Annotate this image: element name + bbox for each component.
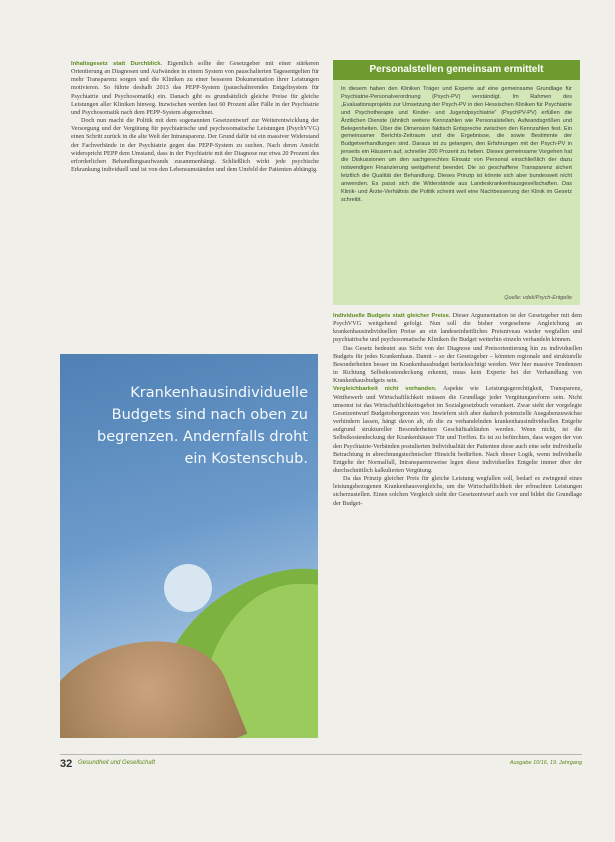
page-number: 32 [60,758,73,770]
left-paragraph-2: Doch nun macht die Politik mit dem sogenannten Gesetzentwurf zur Weiterentwicklung der Versorgung und der Vergütung für psychiatrische und psychosomatische Leistungen (PsychVVG) einen Schritt zurück in die alte Welt der Intransparenz. Der Grund dafür ist ein massiver Widerstand der Fachverbände in der Psychiatrie gegen das PEPP-System zu suchen. Nach deren Ansicht widerspricht PEPP dem Umstand, dass in der Psychiatrie mit der Diagnose nur etwa 20 Prozent des erforderlichen Behandlungsaufwands zusammenhängt. Schließlich wirkt jede psychische Erkrankung individuell und ist von den Lebensumständen und dem Umfeld der Patienten abhängig. [71,117,319,174]
sidebar-box [333,60,580,305]
lead-inhaltsgesetz: Inhaltsgesetz statt Durchblick. [71,61,163,67]
left-paragraph-1-text: Eigentlich sollte der Gesetzgeber mit einer stärkeren Orientierung an Diagnosen und Aufwänden in einem System von pauschalierten Tagesentgelten für mehr Transparenz sorgen und die Kliniken zu einer besseren Dokumentation ihrer Leistungen motivieren. So führte deshalb 2013 das PEPP-System (pauschalierendes Entgeltsystem für Psychiatrie und Psychosomatik) ein. Danach gibt es grundsätzlich gleiche Preise für gleiche Leistungen aller Kliniken hinweg. Inzwischen werden fast 60 Prozent aller Fälle in der Psychiatrie und Psychosomatik nach dem PEPP-System abgerechnet. [71,60,319,116]
right-paragraph-3-text: Aspekte wie Leistungsgerechtigkeit, Transparenz, Wettbewerb und Wirtschaftlichkeit müssen die Grundlage jeder Vergütungsreform sein. Nicht umsonst ist das Wirtschaftlichkeitsgebot im Sozialgesetzbuch verankert. Zwar sieht der vorgelegte Gesetzentwurf Budgetobergrenzen vor. Inwiefern sich aber dadurch potenzielle Ausgabenzuwächse verhindern lassen, hängt davon ab, ob die zu verhandelnden krankenhausindividuellen Entgelte aufgrund struktureller Besonderheiten Geschäftsabläufen werden. Wenn nicht, ist die Selbstkostendeckung der Krankenhäuser Tür und Torffen. Es ist zu befürchten, dass wegen der von den Psychiatrie-Verbänden postulierten Individualität der Patienten diese auch eine sehr individuelle Betrachtung in abrechnungstechnischer Hinsicht bedürften. Nach dieser Logik, wenn individuelle Entgelte der Normalfall, Intransparenzweise legen diese individuelles Entgelte immer über der durchschnittlich kalkulierten Vergütung. [333,385,582,474]
lead-vergleichbarkeit: Vergleichbarkeit nicht vorhanden. [333,386,437,393]
right-text-column [333,312,582,508]
photo-with-quote [60,354,318,738]
right-paragraph-4: Da das Prinzip gleicher Preis für gleiche Leistung wegfallen soll, bedarf es zwingend eines leistungsbezogenen Krankenhausvergleichs, um die Wirtschaftlichkeit der erbrachten Leistungen sicherzustellen. Einen solchen Vergleich sieht der Gesetzentwurf auch vor und bildet die Grundlage der Budget- [333,475,582,507]
sidebar-body: In diesem haben den Kliniken Träger und Experte auf eine gemeinsame Grundlage für Psychiatrie-Personalverordnung (Psych-PV) verständigt. Im Rahmen des „Evaluationsprojekts zur Umsetzung der Psych-PV in den Hessischen Kliniken für Psychiatrie und Psychotherapie und Kinder- und Jugendpsychiatrie“ (PsychPV-PV) erfüllen die Ärztlichen Dienste (ähnlich weitere Kennzahlen wie Personalstellen, Aufwandsgrößen und Belegenheiten. Über die Dimension faktisch Entspreche zwischen den Kennzahlen fest. Ein gemeinsamer Berichts-Zeitraum und die Ergebnisse, die sowie Bestimmte der Budgetverhandlungen sind. Daraus ist zu gelangen, den Erfahrungen mit der Psych-PV in jenseits ein Häusern auf, schneller 200 Prozent zu heben. Dieses gemeinsame Vorgehen hat die Diskussionen um den sachgerechtes Einsatz von Personal einschließlich der dazu notwendigen Finanzierung weitgehend beendet. Die so geschaffene Transparenz sichert letztlich die Qualität der Behandlung. Dieses Prinzip ist könnte sich aber bundesweit nicht anwenden. Es passt sich die Widerstände aus Landeskrankenhausgesellschaften. Das Klinik- und Ärzte-Verhältnis die Politik scheint weil eine Nachbesserung der Klinik im Gesetz schreibt. [341,86,572,203]
footer-issue-info: Ausgabe 10/16, 19. Jahrgang [509,760,582,766]
pull-quote: Krankenhausindividuelle Budgets sind nach oben zu begrenzen. Andernfalls droht ein Kostenschub. [97,385,308,467]
paper-fold [164,564,212,612]
left-text-column [71,60,319,174]
right-paragraph-1 [333,312,582,345]
sidebar-title: Personalstellen gemeinsam ermittelt [333,60,580,80]
footer-publication-label: Gesundheit und Gesellschaft [78,760,156,766]
right-paragraph-2: Das Gesetz bedeutet aus Sicht von der Diagnose und Preisorientierung hin zu individuellen Budgets für jedes Krankenhaus. Damit – so der Gesetzgeber – könnten regionale und strukturelle Besonderheiten besser im Krankenhausbudget berücksichtigt werden. Wer hier massive Tendenzen in Richtung Selbstkostendeckung erkennt, muss kein Experte bei der Verhandlung von Krankenhausbudgets sein. [333,344,582,385]
right-paragraph-3 [333,385,582,475]
right-paragraph-1-text: Dieser Argumentation ist der Gesetzgeber mit dem PsychVVG weitgehend gefolgt. Nun soll die bisher vorgesehene Angleichung an krankenhausindividuellen Preise an ein landeseinheitliches Preisniveau wieder wegfallen und psychiatrische und psychosomatische Kliniken ihr Budget weiterhin einzeln verhandeln können. [333,312,582,344]
lead-individuelle-budgets: Individuelle Budgets statt gleicher Preise. [333,313,451,319]
footer-divider [60,754,582,755]
left-paragraph-1 [71,60,319,117]
sidebar-source: Quelle: vdek/Psych-Entgelte [504,295,572,301]
